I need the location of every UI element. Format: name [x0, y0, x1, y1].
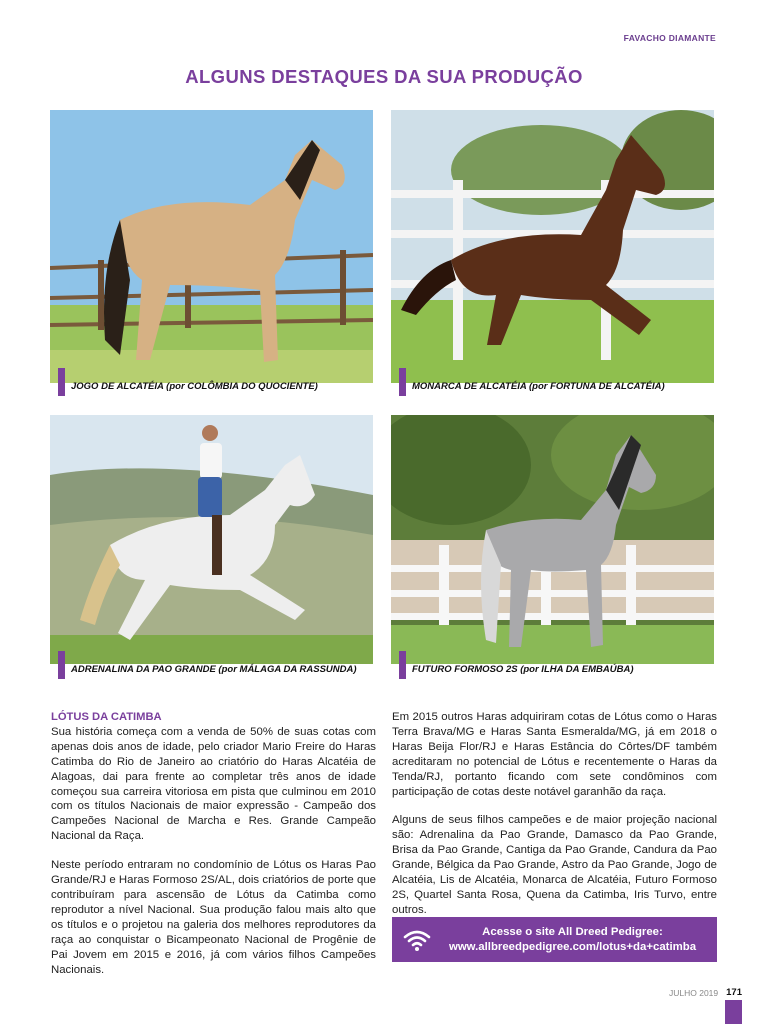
photo-caption: FUTURO FORMOSO 2S (por ILHA DA EMBAÚBA) — [399, 659, 633, 679]
paragraph: Sua história começa com a venda de 50% de suas cotas com apenas dois anos de idade, pelo criador Mario Freire do Haras Catimba do Rio de Janeiro ao criatório do Haras Alcatéia de Alagoas, dai para frente ao completar três anos de idade começou sua carreira vitoriosa em pista que culminou em 2010 com os títulos Nacionais de maior expressão - Campeão dos Campeões Nacional de Marcha e Res. Grande Campeão Nacional da Raça. — [51, 725, 376, 843]
paragraph: Neste período entraram no condomínio de Lótus os Haras Pao Grande/RJ e Haras Formoso 2S/AL, dois criatórios de porte que contribuíram para ascensão de Lótus da Catimba como reprodutor a nível Nacional. Sua produção falou mais alto que os títulos e o projetou na galeria dos melhores reprodutores da raça ao conquistar o Bicampeonato Nacional de Progênie de Pai Jovem em 2015 e 2016, já com vários filhos Campeões Nacionais. — [51, 859, 376, 976]
photo-monarca-de-alcateia — [391, 110, 714, 383]
callout-url-link[interactable]: www.allbreedpedigree.com/lotus+da+catimba — [448, 940, 697, 953]
photo-adrenalina-da-pao-grande — [50, 415, 373, 664]
wifi-icon — [398, 928, 436, 952]
photo-caption: MONARCA DE ALCATÉIA (por FORTUNA DE ALCATÉIA) — [399, 376, 665, 396]
magazine-section-label: FAVACHO DIAMANTE — [623, 33, 716, 43]
paragraph: Alguns de seus filhos campeões e de maior projeção nacional são: Adrenalina da Pao Grande, Damasco da Pao Grande, Brisa da Pao Grande, Cantiga da Pao Grande, Candura da Pao Grande, Bélgica da Pao Grande, Astro da Pao Grande, Jogo de Alcatéia, Lis de Alcatéia, Monarca de Alcatéia, Futuro Formoso 2S, Quartel Santa Rosa, Quena da Catimba, Iris Turvo, entre outros. — [392, 814, 717, 916]
section-heading: LÓTUS DA CATIMBA — [51, 711, 162, 723]
page-tab-marker — [725, 1000, 742, 1024]
photo-caption: JOGO DE ALCATÉIA (por COLÔMBIA DO QUOCIENTE) — [58, 376, 318, 396]
photo-futuro-formoso-2s — [391, 415, 714, 664]
article-right-column — [392, 710, 717, 918]
photo-jogo-de-alcateia — [50, 110, 373, 383]
issue-date: JULHO 2019 — [669, 987, 719, 998]
paragraph: Em 2015 outros Haras adquiriram cotas de Lótus como o Haras Terra Brava/MG e Haras Santa Esmeralda/MG, já em 2018 o Haras Beija Flor/RJ e Haras Estância do Côrtes/DF também acreditaram no potencial de Lótus e recentemente o Haras da Tenda/RJ, portanto ficando com sete condôminos com participação de cotas deste notável garanhão da raça. — [392, 711, 717, 798]
callout-title: Acesse o site All Dreed Pedigree: — [482, 925, 663, 938]
page-footer — [669, 987, 742, 998]
article-left-column — [51, 710, 376, 977]
website-callout[interactable] — [392, 917, 717, 962]
page-title: ALGUNS DESTAQUES DA SUA PRODUÇÃO — [185, 66, 583, 87]
page-number: 171 — [726, 987, 742, 998]
photo-caption: ADRENALINA DA PAO GRANDE (por MÁLAGA DA RASSUNDA) — [58, 659, 357, 679]
